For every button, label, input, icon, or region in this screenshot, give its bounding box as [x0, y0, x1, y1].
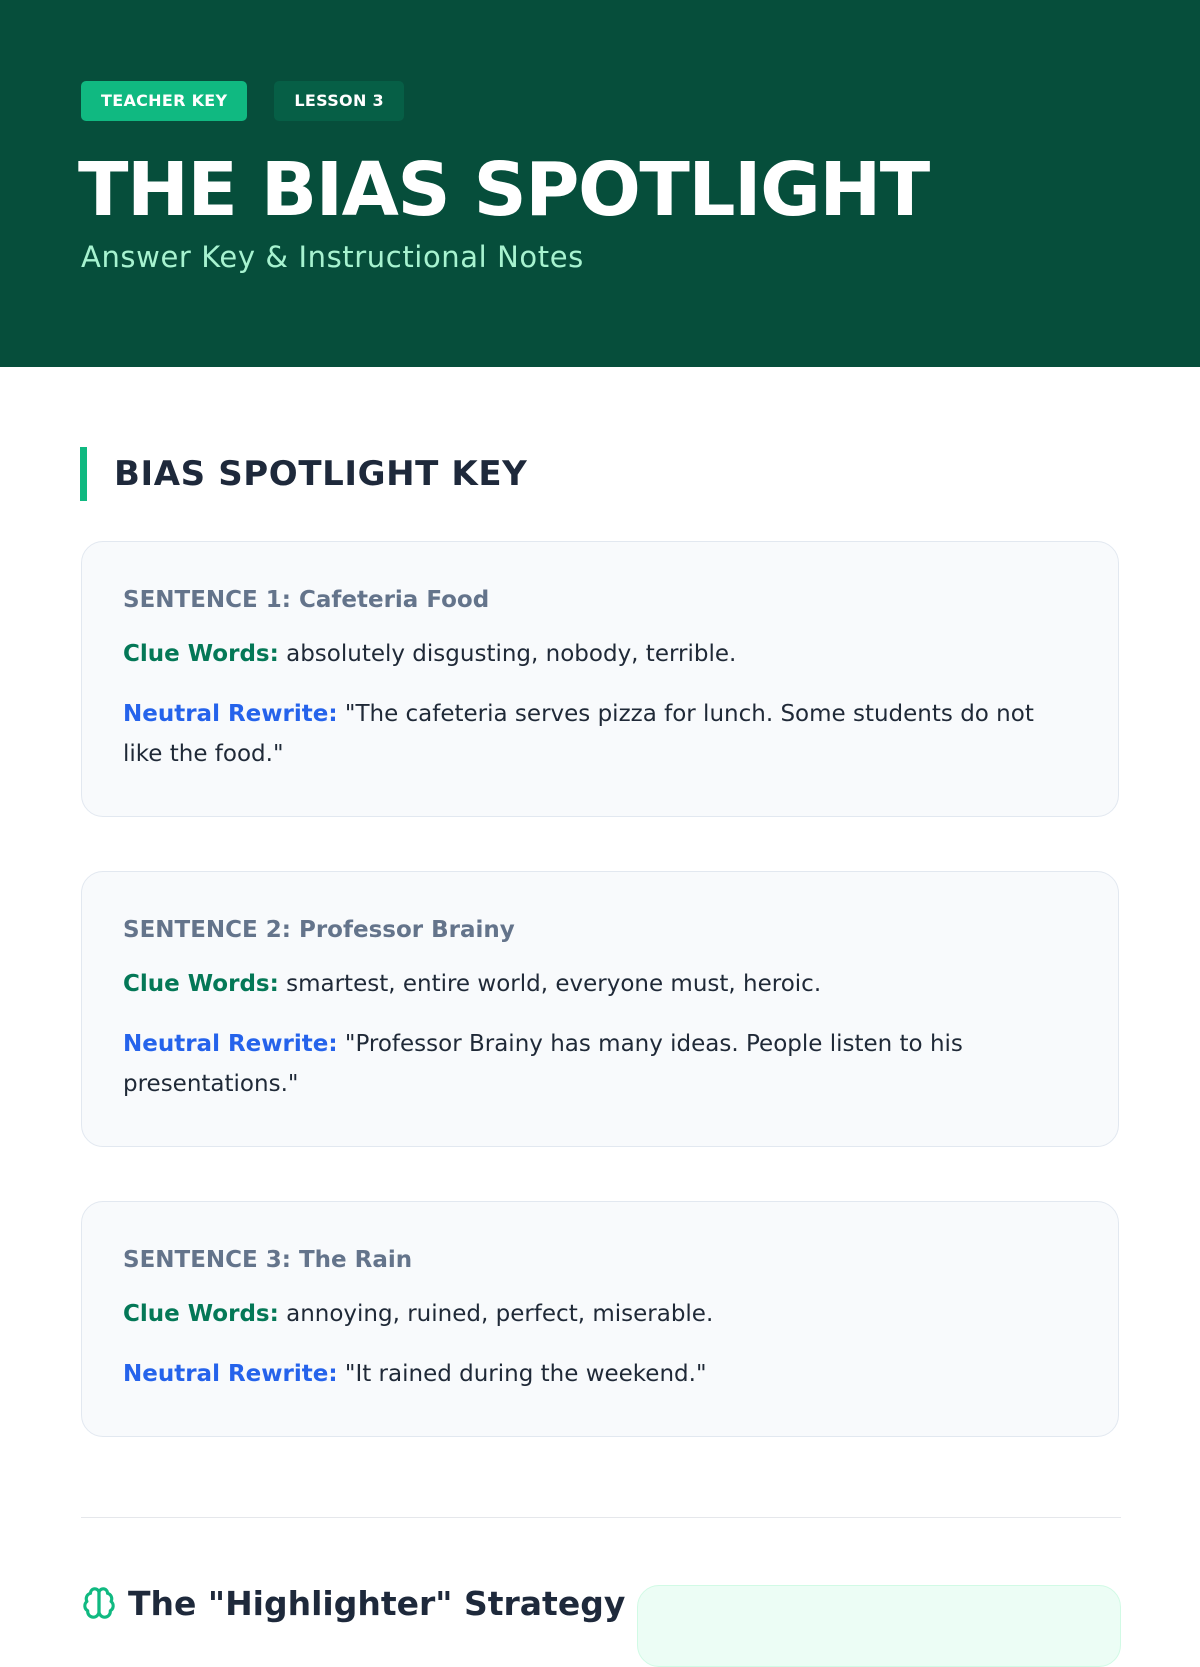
clue-words-label: Clue Words:	[123, 1301, 279, 1327]
strategy-heading	[82, 1583, 625, 1623]
sentence-card-3	[81, 1201, 1119, 1437]
clue-words-line	[123, 1294, 1078, 1334]
neutral-rewrite-value: "The cafeteria serves pizza for lunch. Some students do not like the food."	[123, 701, 1034, 767]
page-title: THE BIAS SPOTLIGHT	[78, 147, 929, 233]
sentence-title: SENTENCE 3: The Rain	[123, 1247, 413, 1273]
clue-words-line	[123, 964, 1078, 1004]
neutral-rewrite-label: Neutral Rewrite:	[123, 701, 338, 727]
badge-row	[81, 81, 404, 121]
section-divider	[81, 1517, 1121, 1518]
sentence-title: SENTENCE 1: Cafeteria Food	[123, 587, 490, 613]
sentence-card-2	[81, 871, 1119, 1147]
section-title: BIAS SPOTLIGHT KEY	[114, 454, 528, 494]
teacher-key-badge: TEACHER KEY	[81, 81, 247, 121]
sentence-title: SENTENCE 2: Professor Brainy	[123, 917, 515, 943]
clue-words-value: absolutely disgusting, nobody, terrible.	[286, 641, 737, 667]
sentence-card-1	[81, 541, 1119, 817]
clue-words-value: smartest, entire world, everyone must, heroic.	[286, 971, 822, 997]
neutral-rewrite-value: "It rained during the weekend."	[344, 1361, 707, 1387]
neutral-rewrite-label: Neutral Rewrite:	[123, 1031, 338, 1057]
neutral-rewrite-line	[123, 1354, 1078, 1394]
clue-words-label: Clue Words:	[123, 971, 279, 997]
neutral-rewrite-value: "Professor Brainy has many ideas. People listen to his presentations."	[123, 1031, 963, 1097]
lesson-badge: LESSON 3	[274, 81, 404, 121]
brain-icon	[82, 1586, 116, 1620]
section-heading-key	[80, 447, 527, 501]
strategy-heading-title: The "Highlighter" Strategy	[128, 1583, 626, 1623]
neutral-rewrite-line	[123, 694, 1078, 774]
clue-words-line	[123, 634, 1078, 674]
clue-words-label: Clue Words:	[123, 641, 279, 667]
neutral-rewrite-line	[123, 1024, 1078, 1104]
page-subtitle: Answer Key & Instructional Notes	[81, 240, 584, 274]
neutral-rewrite-label: Neutral Rewrite:	[123, 1361, 338, 1387]
header-banner	[0, 0, 1200, 367]
strategy-note-panel	[637, 1585, 1121, 1667]
clue-words-value: annoying, ruined, perfect, miserable.	[286, 1301, 714, 1327]
